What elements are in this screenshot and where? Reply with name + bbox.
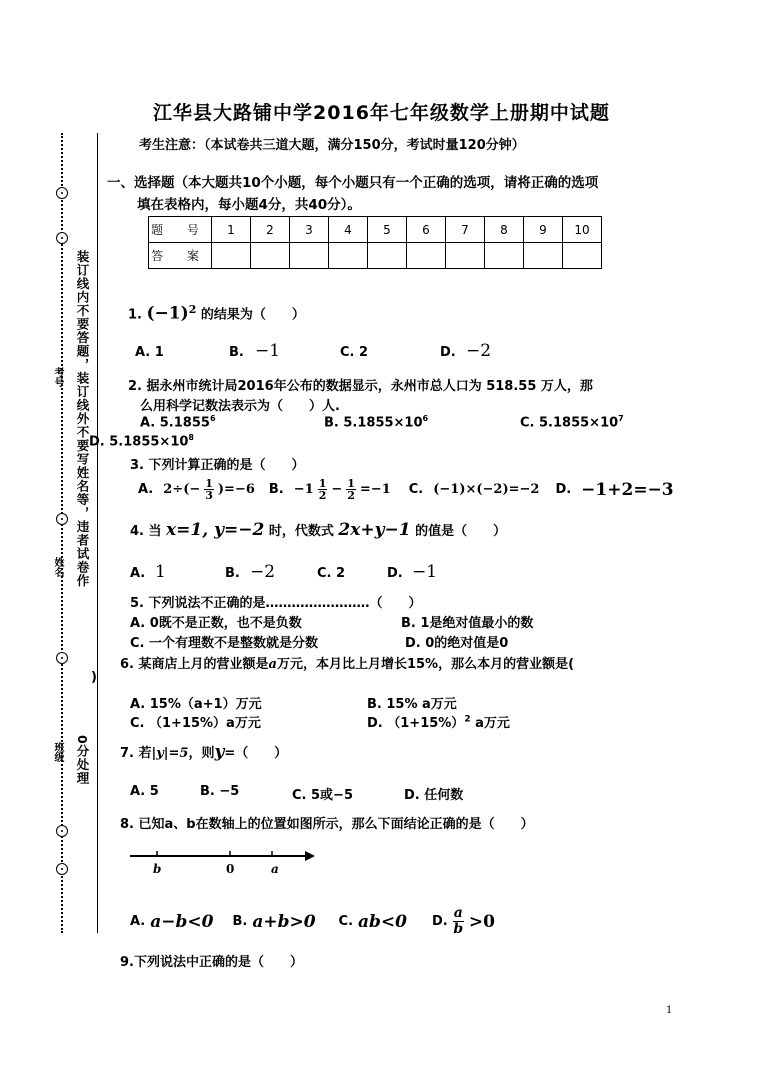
q2-d-sup: 8 — [188, 433, 194, 442]
q2-b-sup: 6 — [422, 414, 429, 423]
q8-a-label: A. — [130, 914, 146, 929]
q1-option-b: B. — [229, 345, 244, 360]
q8-options — [130, 906, 495, 937]
margin-rule-line — [97, 133, 98, 933]
q3-d-label: D. — [555, 482, 572, 497]
q6-option-b: B. 15% a万元 — [367, 697, 457, 712]
q4-prefix: 4. 当 — [130, 524, 162, 539]
page-number: 1 — [666, 1005, 673, 1016]
q5-option-a: A. 0既不是正数，也不是负数 — [130, 616, 302, 631]
q2-option-a — [140, 414, 216, 430]
axis-label-0: 0 — [226, 862, 235, 876]
q3-a-fraction — [204, 478, 214, 501]
table-cell-number: 10 — [563, 217, 602, 243]
q7-mid: ，则 — [188, 746, 215, 761]
q3-a-label: A. — [138, 482, 154, 497]
binding-hole-icon — [56, 232, 68, 244]
q8-stem: 8. 已知a、b在数轴上的位置如图所示，那么下面结论正确的是（ ） — [120, 817, 534, 832]
q6-option-c: C. （1+15%）a万元 — [130, 716, 261, 731]
table-header-label: 题 号 — [149, 217, 212, 243]
q2-c-sup: 7 — [618, 414, 624, 423]
q7-prefix: 7. 若 — [120, 746, 152, 761]
q6-d-post: a万元 — [470, 716, 510, 731]
q6-option-a: A. 15%（a+1）万元 — [130, 697, 262, 712]
q8-d-expr: >0 — [468, 911, 495, 932]
q3-b-num1: 1 — [318, 477, 327, 490]
number-line-arrow-icon — [305, 851, 315, 861]
q8-d-fraction — [453, 906, 464, 937]
question-4 — [130, 520, 506, 540]
q4-option-d-value: −1 — [412, 562, 438, 582]
q4-option-b-value: −2 — [250, 562, 276, 582]
label-banji: 班级 — [52, 742, 63, 762]
q3-b-den2: 2 — [347, 489, 355, 502]
q8-c-expr: ab<0 — [358, 911, 408, 932]
binding-hole-icon — [56, 513, 68, 525]
q3-b-fraction2 — [346, 478, 356, 501]
binding-warning-text: 装订线内不要答题，装订线外不要写姓名等，违者试卷作 — [75, 250, 90, 588]
answer-table-answer-row — [149, 243, 602, 269]
q3-d-expr: −1+2=−3 — [581, 479, 674, 500]
answer-table-header-row — [149, 217, 602, 243]
q7-option-a: A. 5 — [130, 784, 159, 799]
answer-cell[interactable] — [212, 243, 251, 269]
label-kaohao: 考号 — [52, 367, 63, 387]
q5-option-c: C. 一个有理数不是整数就是分数 — [130, 636, 319, 651]
q1-number: 1. — [128, 307, 142, 323]
table-cell-number: 1 — [212, 217, 251, 243]
q3-c-label: C. — [408, 482, 424, 497]
q6-option-d — [367, 712, 510, 731]
table-cell-number: 2 — [251, 217, 290, 243]
binding-hole-icon — [56, 825, 68, 837]
q3-b-num2: 1 — [347, 477, 355, 490]
answer-cell[interactable] — [563, 243, 602, 269]
q2-stem-line2: 么用科学记数法表示为（ ）人. — [140, 399, 340, 414]
q6-stem-post: 万元，本月比上月增长15%，那么本月的营业额是( — [276, 657, 575, 672]
answer-cell[interactable] — [329, 243, 368, 269]
q6-stem-pre: 6. 某商店上月的营业额是 — [120, 657, 269, 672]
binding-dotted-line — [61, 133, 63, 933]
binding-zero-text: 0分处理 — [75, 735, 90, 786]
q3-b-mid: − — [331, 482, 343, 497]
q7-option-b: B. −5 — [200, 784, 240, 799]
q4-option-c: C. 2 — [317, 566, 346, 581]
q5-stem: 5. 下列说法不正确的是……………………（ ） — [130, 596, 422, 611]
answer-cell[interactable] — [368, 243, 407, 269]
q3-a-expr2: )=−6 — [217, 482, 255, 497]
q3-b-fraction1 — [318, 478, 328, 501]
q8-c-label: C. — [338, 914, 354, 929]
binding-hole-icon — [56, 863, 68, 875]
answer-cell[interactable] — [251, 243, 290, 269]
q3-a-expr1: 2÷(− — [163, 482, 201, 497]
section1-heading: 一、选择题（本大题共10个小题，每个小题只有一个正确的选项，请将正确的选项 — [107, 175, 599, 191]
question-7 — [120, 742, 287, 762]
q4-option-a: A. — [130, 566, 146, 581]
q8-d-num: a — [453, 905, 463, 921]
q2-b-text: B. 5.1855×10 — [324, 415, 423, 431]
q8-b-expr: a+b>0 — [252, 911, 316, 932]
answer-cell[interactable] — [290, 243, 329, 269]
q6-d-text: D. （1+15%） — [367, 716, 465, 731]
answer-table — [148, 216, 602, 269]
page-title: 江华县大路铺中学2016年七年级数学上册期中试题 — [153, 102, 610, 124]
q2-a-text: A. 5.1855 — [140, 415, 210, 431]
q4-option-b: B. — [225, 566, 240, 581]
table-cell-number: 7 — [446, 217, 485, 243]
q3-a-den: 3 — [205, 489, 213, 502]
q3-b-expr2: =−1 — [359, 482, 391, 497]
number-line-figure — [125, 845, 325, 880]
q1-exponent: 2 — [188, 303, 197, 316]
table-cell-number: 3 — [290, 217, 329, 243]
q7-option-d: D. 任何数 — [404, 788, 464, 803]
table-cell-number: 5 — [368, 217, 407, 243]
q8-b-label: B. — [232, 914, 248, 929]
q4-suffix: 的值是（ ） — [415, 524, 507, 539]
q2-a-sup: 6 — [209, 414, 216, 423]
q7-suffix: =（ ） — [224, 746, 288, 761]
question-1 — [128, 303, 305, 323]
q7-condition: |y|=5 — [151, 746, 189, 761]
label-xingming: 姓名 — [52, 557, 63, 577]
question-6 — [120, 653, 574, 672]
q2-option-d — [89, 433, 194, 449]
q3-b-expr1: −1 — [293, 482, 314, 497]
answer-cell[interactable] — [524, 243, 563, 269]
q3-b-label: B. — [268, 482, 284, 497]
q1-option-d: D. — [440, 345, 456, 360]
q1-option-b-value: −1 — [255, 341, 281, 361]
q2-option-b — [324, 414, 428, 430]
axis-label-b: b — [153, 862, 162, 876]
table-answer-label: 答 案 — [149, 243, 212, 269]
q1-expr: (−1) — [146, 303, 189, 324]
table-cell-number: 6 — [407, 217, 446, 243]
q8-d-den: b — [453, 921, 464, 937]
exam-notice: 考生注意：（本试卷共三道大题，满分150分，考试时量120分钟） — [139, 138, 525, 153]
q7-option-c: C. 5或−5 — [292, 788, 353, 803]
margin-bracket: ) — [91, 670, 97, 685]
q5-option-d: D. 0的绝对值是0 — [405, 636, 509, 651]
q5-option-b: B. 1是绝对值最小的数 — [401, 616, 534, 631]
answer-cell[interactable] — [485, 243, 524, 269]
q3-a-num: 1 — [205, 477, 213, 490]
q3-stem: 3. 下列计算正确的是（ ） — [130, 458, 305, 473]
q1-stem: 的结果为（ ） — [200, 307, 305, 323]
q1-option-c: C. 2 — [340, 345, 369, 360]
q8-a-expr: a−b<0 — [150, 911, 214, 932]
q6-d-sup: 2 — [464, 714, 471, 725]
q2-option-c — [520, 414, 624, 430]
q4-condition: x=1, y=−2 — [166, 520, 265, 540]
q2-stem-line1: 2. 据永州市统计局2016年公布的数据显示，永州市总人口为 518.55 万人，那 — [128, 379, 593, 394]
table-cell-number: 8 — [485, 217, 524, 243]
answer-cell[interactable] — [407, 243, 446, 269]
binding-hole-icon — [56, 187, 68, 199]
section1-heading-cont: 填在表格内，每小题4分，共40分）。 — [137, 197, 361, 213]
q4-expression: 2x+y−1 — [338, 520, 411, 540]
q7-var: y — [214, 742, 225, 762]
axis-label-a: a — [271, 862, 279, 876]
q6-var: a — [268, 657, 277, 672]
table-cell-number: 4 — [329, 217, 368, 243]
q3-c-expr: (−1)×(−2)=−2 — [433, 482, 540, 497]
q4-mid: 时，代数式 — [268, 524, 334, 539]
binding-hole-icon — [56, 652, 68, 664]
q3-b-den1: 2 — [318, 489, 327, 502]
q3-options — [138, 478, 674, 501]
q2-d-text: D. 5.1855×10 — [89, 434, 189, 450]
q1-option-d-value: −2 — [466, 341, 492, 361]
q9-stem: 9.下列说法中正确的是（ ） — [120, 955, 303, 970]
q8-d-label: D. — [432, 914, 448, 929]
q2-c-text: C. 5.1855×10 — [520, 415, 619, 431]
answer-cell[interactable] — [446, 243, 485, 269]
q4-option-a-value: 1 — [155, 562, 166, 582]
q1-option-a: A. 1 — [135, 345, 164, 360]
q4-option-d: D. — [387, 566, 403, 581]
table-cell-number: 9 — [524, 217, 563, 243]
